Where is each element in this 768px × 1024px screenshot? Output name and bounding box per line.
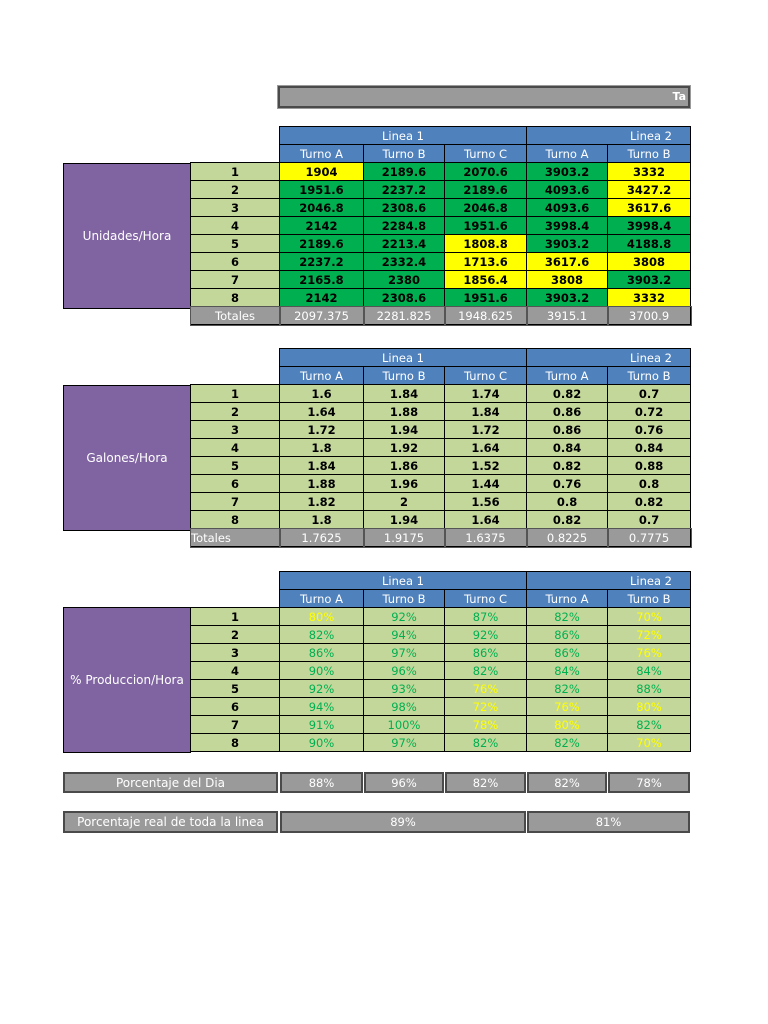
table-row — [191, 253, 691, 271]
value-cell: 78% — [445, 716, 527, 734]
table-row — [191, 421, 691, 439]
value-cell: 3903.2 — [608, 271, 691, 289]
value-cell: 3998.4 — [608, 217, 691, 235]
total-cell: 3915.1 — [527, 307, 608, 325]
produccion-table — [190, 571, 691, 752]
value-cell: 1713.6 — [445, 253, 527, 271]
porcentaje-real-linea1 — [280, 811, 526, 833]
value-cell: 0.88 — [608, 457, 691, 475]
value-cell: 0.76 — [527, 475, 608, 493]
turno-header: Turno B — [608, 145, 691, 163]
value-cell: 0.72 — [608, 403, 691, 421]
porcentaje-dia-value-text: 96% — [391, 775, 417, 790]
porcentaje-dia-value — [280, 772, 363, 793]
unidades-label-text: Unidades/Hora — [82, 229, 172, 243]
value-cell: 3617.6 — [608, 199, 691, 217]
total-cell: 0.8225 — [527, 529, 608, 547]
porcentaje-dia-value — [608, 772, 690, 793]
value-cell: 82% — [445, 662, 527, 680]
totals-label: Totales — [191, 307, 280, 325]
row-index: 7 — [191, 716, 280, 734]
totals-label: Totales — [191, 529, 280, 547]
total-cell: 3700.9 — [608, 307, 691, 325]
value-cell: 2142 — [280, 217, 364, 235]
value-cell: 1.8 — [280, 439, 364, 457]
value-cell: 1856.4 — [445, 271, 527, 289]
table-row — [191, 716, 691, 734]
turno-header: Turno C — [445, 145, 527, 163]
value-cell: 1.94 — [364, 511, 445, 529]
value-cell: 80% — [527, 716, 608, 734]
porcentaje-real-label — [63, 811, 278, 833]
value-cell: 84% — [608, 662, 691, 680]
value-cell: 70% — [608, 608, 691, 626]
porcentaje-dia-value — [445, 772, 526, 793]
turno-header: Turno A — [527, 145, 608, 163]
table-row — [191, 644, 691, 662]
table-row — [191, 163, 691, 181]
line1-header: Linea 1 — [280, 572, 527, 590]
value-cell: 2308.6 — [364, 289, 445, 307]
value-cell: 0.7 — [608, 511, 691, 529]
turno-header-row — [191, 590, 691, 608]
porcentaje-dia-value-text: 78% — [636, 775, 662, 790]
value-cell: 0.76 — [608, 421, 691, 439]
row-index: 5 — [191, 680, 280, 698]
value-cell: 2046.8 — [280, 199, 364, 217]
value-cell: 88% — [608, 680, 691, 698]
value-cell: 0.84 — [608, 439, 691, 457]
total-cell: 2097.375 — [280, 307, 364, 325]
value-cell: 82% — [280, 626, 364, 644]
table-row — [191, 680, 691, 698]
value-cell: 3903.2 — [527, 163, 608, 181]
value-cell: 1.88 — [280, 475, 364, 493]
value-cell: 0.82 — [527, 457, 608, 475]
table-row — [191, 439, 691, 457]
value-cell: 1.92 — [364, 439, 445, 457]
value-cell: 3808 — [608, 253, 691, 271]
value-cell: 1.52 — [445, 457, 527, 475]
value-cell: 4093.6 — [527, 181, 608, 199]
line2-header: Linea 2 — [527, 349, 691, 367]
value-cell: 3903.2 — [527, 235, 608, 253]
value-cell: 2 — [364, 493, 445, 511]
value-cell: 1.96 — [364, 475, 445, 493]
row-index: 3 — [191, 644, 280, 662]
value-cell: 70% — [608, 734, 691, 752]
value-cell: 72% — [608, 626, 691, 644]
table-row — [191, 698, 691, 716]
table-row — [191, 662, 691, 680]
value-cell: 1.94 — [364, 421, 445, 439]
value-cell: 2046.8 — [445, 199, 527, 217]
value-cell: 2189.6 — [364, 163, 445, 181]
table-row — [191, 608, 691, 626]
row-index: 5 — [191, 235, 280, 253]
value-cell: 2308.6 — [364, 199, 445, 217]
table-row — [191, 493, 691, 511]
value-cell: 1.74 — [445, 385, 527, 403]
unidades-label — [63, 163, 191, 309]
table-row — [191, 734, 691, 752]
turno-header-row — [191, 145, 691, 163]
total-cell: 1.7625 — [280, 529, 364, 547]
value-cell: 1.44 — [445, 475, 527, 493]
value-cell: 90% — [280, 662, 364, 680]
value-cell: 86% — [527, 644, 608, 662]
value-cell: 1.6 — [280, 385, 364, 403]
value-cell: 1.56 — [445, 493, 527, 511]
porcentaje-dia-label-text: Porcentaje del Dia — [115, 775, 226, 790]
table-row — [191, 626, 691, 644]
value-cell: 82% — [527, 680, 608, 698]
value-cell: 82% — [527, 734, 608, 752]
value-cell: 3427.2 — [608, 181, 691, 199]
total-cell: 0.7775 — [608, 529, 691, 547]
totals-row — [191, 529, 691, 547]
value-cell: 1.8 — [280, 511, 364, 529]
row-index: 2 — [191, 181, 280, 199]
value-cell: 93% — [364, 680, 445, 698]
value-cell: 0.7 — [608, 385, 691, 403]
value-cell: 1.64 — [445, 511, 527, 529]
value-cell: 2237.2 — [364, 181, 445, 199]
value-cell: 2237.2 — [280, 253, 364, 271]
table-row — [191, 235, 691, 253]
value-cell: 1.84 — [445, 403, 527, 421]
value-cell: 0.86 — [527, 421, 608, 439]
value-cell: 0.82 — [527, 511, 608, 529]
line-header-row — [191, 349, 691, 367]
value-cell: 1904 — [280, 163, 364, 181]
value-cell: 87% — [445, 608, 527, 626]
total-cell: 2281.825 — [364, 307, 445, 325]
row-index: 2 — [191, 403, 280, 421]
porcentaje-dia-value — [527, 772, 607, 793]
turno-header: Turno B — [364, 367, 445, 385]
value-cell: 2332.4 — [364, 253, 445, 271]
table-row — [191, 511, 691, 529]
value-cell: 1951.6 — [445, 217, 527, 235]
value-cell: 2070.6 — [445, 163, 527, 181]
porcentaje-dia-value-text: 82% — [472, 775, 499, 790]
table-row — [191, 475, 691, 493]
turno-header: Turno A — [527, 590, 608, 608]
value-cell: 80% — [608, 698, 691, 716]
value-cell: 1.84 — [280, 457, 364, 475]
value-cell: 0.82 — [527, 385, 608, 403]
porcentaje-real-label-text: Porcentaje real de toda la linea — [77, 815, 264, 829]
row-index: 4 — [191, 662, 280, 680]
line-header-row — [191, 572, 691, 590]
line1-header: Linea 1 — [280, 349, 527, 367]
value-cell: 92% — [364, 608, 445, 626]
sheet-title-bar — [278, 86, 690, 108]
value-cell: 76% — [527, 698, 608, 716]
row-index: 3 — [191, 199, 280, 217]
value-cell: 86% — [280, 644, 364, 662]
table-row — [191, 271, 691, 289]
value-cell: 1.64 — [445, 439, 527, 457]
table-row — [191, 199, 691, 217]
value-cell: 2284.8 — [364, 217, 445, 235]
porcentaje-dia-value-text: 82% — [554, 775, 580, 790]
value-cell: 2165.8 — [280, 271, 364, 289]
table-row — [191, 385, 691, 403]
turno-header: Turno C — [445, 590, 527, 608]
turno-header: Turno B — [364, 145, 445, 163]
turno-header-row — [191, 367, 691, 385]
value-cell: 96% — [364, 662, 445, 680]
porcentaje-real-linea1-text: 89% — [390, 815, 416, 829]
value-cell: 91% — [280, 716, 364, 734]
sheet-title: Ta — [672, 90, 686, 103]
value-cell: 1.86 — [364, 457, 445, 475]
row-index: 7 — [191, 271, 280, 289]
totals-row — [191, 307, 691, 325]
turno-header: Turno A — [280, 367, 364, 385]
blank-cell — [191, 145, 280, 163]
value-cell: 3903.2 — [527, 289, 608, 307]
value-cell: 3808 — [527, 271, 608, 289]
table-row — [191, 403, 691, 421]
galones-table — [190, 348, 691, 547]
porcentaje-dia-value-text: 88% — [308, 775, 335, 790]
value-cell: 2380 — [364, 271, 445, 289]
value-cell: 4093.6 — [527, 199, 608, 217]
total-cell: 1.9175 — [364, 529, 445, 547]
porcentaje-dia-label — [63, 772, 278, 793]
blank-cell — [191, 590, 280, 608]
total-cell: 1.6375 — [445, 529, 527, 547]
value-cell: 92% — [445, 626, 527, 644]
value-cell: 1.84 — [364, 385, 445, 403]
row-index: 8 — [191, 511, 280, 529]
value-cell: 76% — [608, 644, 691, 662]
value-cell: 0.86 — [527, 403, 608, 421]
value-cell: 100% — [364, 716, 445, 734]
row-index: 4 — [191, 217, 280, 235]
value-cell: 1.72 — [445, 421, 527, 439]
row-index: 1 — [191, 385, 280, 403]
value-cell: 86% — [527, 626, 608, 644]
line1-header: Linea 1 — [280, 127, 527, 145]
row-index: 4 — [191, 439, 280, 457]
value-cell: 3998.4 — [527, 217, 608, 235]
table-row — [191, 289, 691, 307]
turno-header: Turno B — [608, 590, 691, 608]
value-cell: 3617.6 — [527, 253, 608, 271]
row-index: 6 — [191, 253, 280, 271]
table-row — [191, 457, 691, 475]
value-cell: 72% — [445, 698, 527, 716]
value-cell: 92% — [280, 680, 364, 698]
value-cell: 3332 — [608, 163, 691, 181]
value-cell: 0.8 — [608, 475, 691, 493]
galones-label — [63, 385, 191, 531]
value-cell: 1.88 — [364, 403, 445, 421]
unidades-table — [190, 126, 691, 325]
row-index: 8 — [191, 289, 280, 307]
value-cell: 1.72 — [280, 421, 364, 439]
row-index: 3 — [191, 421, 280, 439]
row-index: 8 — [191, 734, 280, 752]
row-index: 2 — [191, 626, 280, 644]
blank-cell — [191, 572, 280, 590]
turno-header: Turno C — [445, 367, 527, 385]
value-cell: 1951.6 — [280, 181, 364, 199]
porcentaje-real-linea2 — [527, 811, 690, 833]
value-cell: 1.64 — [280, 403, 364, 421]
turno-header: Turno A — [527, 367, 608, 385]
value-cell: 90% — [280, 734, 364, 752]
row-index: 6 — [191, 698, 280, 716]
value-cell: 80% — [280, 608, 364, 626]
value-cell: 97% — [364, 644, 445, 662]
value-cell: 82% — [527, 608, 608, 626]
value-cell: 0.84 — [527, 439, 608, 457]
value-cell: 4188.8 — [608, 235, 691, 253]
turno-header: Turno B — [608, 367, 691, 385]
blank-cell — [191, 367, 280, 385]
row-index: 7 — [191, 493, 280, 511]
turno-header: Turno A — [280, 590, 364, 608]
table-row — [191, 181, 691, 199]
porcentaje-real-linea2-text: 81% — [595, 815, 622, 829]
value-cell: 2213.4 — [364, 235, 445, 253]
value-cell: 2189.6 — [280, 235, 364, 253]
line-header-row — [191, 127, 691, 145]
line2-header: Linea 2 — [527, 572, 691, 590]
blank-cell — [191, 349, 280, 367]
row-index: 1 — [191, 163, 280, 181]
value-cell: 1.82 — [280, 493, 364, 511]
value-cell: 2142 — [280, 289, 364, 307]
table-row — [191, 217, 691, 235]
value-cell: 94% — [280, 698, 364, 716]
galones-label-text: Galones/Hora — [86, 451, 168, 465]
value-cell: 0.8 — [527, 493, 608, 511]
porcentaje-dia-value — [364, 772, 444, 793]
line2-header: Linea 2 — [527, 127, 691, 145]
value-cell: 82% — [445, 734, 527, 752]
produccion-label — [63, 607, 191, 753]
value-cell: 76% — [445, 680, 527, 698]
turno-header: Turno B — [364, 590, 445, 608]
turno-header: Turno A — [280, 145, 364, 163]
row-index: 5 — [191, 457, 280, 475]
row-index: 6 — [191, 475, 280, 493]
value-cell: 3332 — [608, 289, 691, 307]
row-index: 1 — [191, 608, 280, 626]
value-cell: 94% — [364, 626, 445, 644]
blank-cell — [191, 127, 280, 145]
value-cell: 98% — [364, 698, 445, 716]
value-cell: 0.82 — [608, 493, 691, 511]
value-cell: 1808.8 — [445, 235, 527, 253]
value-cell: 82% — [608, 716, 691, 734]
value-cell: 97% — [364, 734, 445, 752]
value-cell: 86% — [445, 644, 527, 662]
value-cell: 2189.6 — [445, 181, 527, 199]
value-cell: 1951.6 — [445, 289, 527, 307]
total-cell: 1948.625 — [445, 307, 527, 325]
produccion-label-text: % Produccion/Hora — [70, 673, 184, 687]
value-cell: 84% — [527, 662, 608, 680]
